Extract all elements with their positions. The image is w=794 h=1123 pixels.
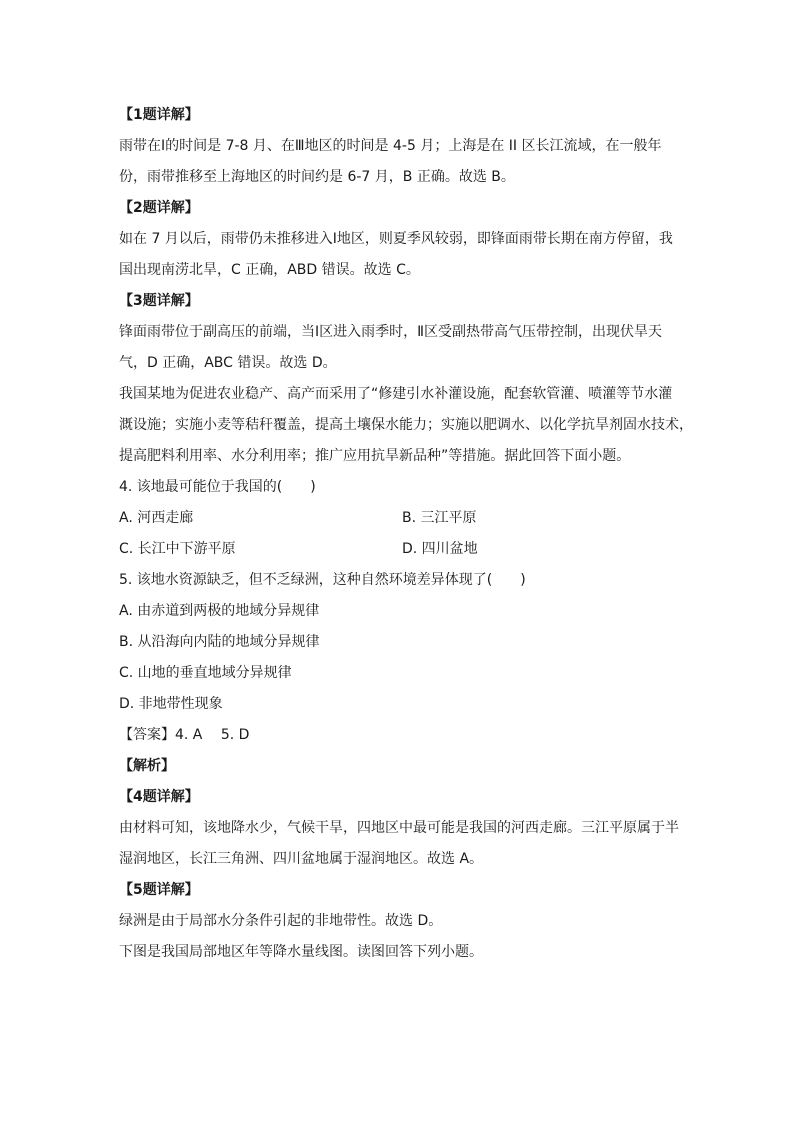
question-4-options-row-1: [119, 503, 679, 534]
paragraph-line: 由材料可知，该地降水少，气候干旱，四地区中最可能是我国的河西走廊。三江平原属于半: [119, 820, 679, 836]
analysis-heading: 【解析】: [119, 758, 175, 774]
question-4-options-row-2: [119, 534, 679, 565]
option-c: C. 山地的垂直地域分异规律: [119, 665, 292, 681]
paragraph-line: 份，雨带推移至上海地区的时间约是 6-7 月，B 正确。故选 B。: [119, 169, 515, 185]
question-4: 4. 该地最可能位于我国的( ): [119, 479, 316, 495]
document-page: [119, 100, 693, 968]
paragraph-line: 国出现南涝北旱，C 正确，ABD 错误。故选 C。: [119, 262, 420, 278]
paragraph-line: 雨带在Ⅰ的时间是 7-8 月、在Ⅲ地区的时间是 4-5 月；上海是在 II 区长江流域，在一般年: [119, 138, 662, 154]
material-line: 溉设施；实施小麦等秸秆覆盖，提高土壤保水能力；实施以肥调水、以化学抗旱剂固水技术，: [119, 417, 693, 433]
paragraph-line: 湿润地区，长江三角洲、四川盆地属于湿润地区。故选 A。: [119, 851, 484, 867]
answer-line: 【答案】4. A 5. D: [119, 727, 250, 743]
next-material-intro: 下图是我国局部地区年等降水量线图。读图回答下列小题。: [119, 944, 483, 960]
option-d: D. 四川盆地: [402, 541, 478, 557]
option-c: C. 长江中下游平原: [119, 541, 236, 557]
section-heading-q2: 【2题详解】: [119, 200, 199, 216]
paragraph-line: 锋面雨带位于副高压的前端，当Ⅰ区进入雨季时，Ⅱ区受副热带高气压带控制，出现伏旱天: [119, 324, 663, 340]
paragraph-line: 气，D 正确，ABC 错误。故选 D。: [119, 355, 337, 371]
section-heading-q4: 【4题详解】: [119, 789, 199, 805]
option-b: B. 从沿海向内陆的地域分异规律: [119, 634, 320, 650]
material-line: 我国某地为促进农业稳产、高产而采用了“修建引水补灌设施，配套软管灌、喷灌等节水灌: [119, 386, 673, 402]
question-5: 5. 该地水资源缺乏，但不乏绿洲，这种自然环境差异体现了( ): [119, 572, 526, 588]
option-b: B. 三江平原: [402, 510, 477, 526]
option-a: A. 由赤道到两极的地域分异规律: [119, 603, 320, 619]
section-heading-q3: 【3题详解】: [119, 293, 199, 309]
section-heading-q5: 【5题详解】: [119, 882, 199, 898]
section-heading-q1: 【1题详解】: [119, 107, 199, 123]
option-d: D. 非地带性现象: [119, 696, 223, 712]
paragraph-line: 如在 7 月以后，雨带仍未推移进入Ⅰ地区，则夏季风较弱，即锋面雨带长期在南方停留，我: [119, 231, 673, 247]
option-a: A. 河西走廊: [119, 510, 194, 526]
paragraph-line: 绿洲是由于局部水分条件引起的非地带性。故选 D。: [119, 913, 443, 929]
material-line: 提高肥料利用率、水分利用率；推广应用抗旱新品种”等措施。据此回答下面小题。: [119, 448, 631, 464]
